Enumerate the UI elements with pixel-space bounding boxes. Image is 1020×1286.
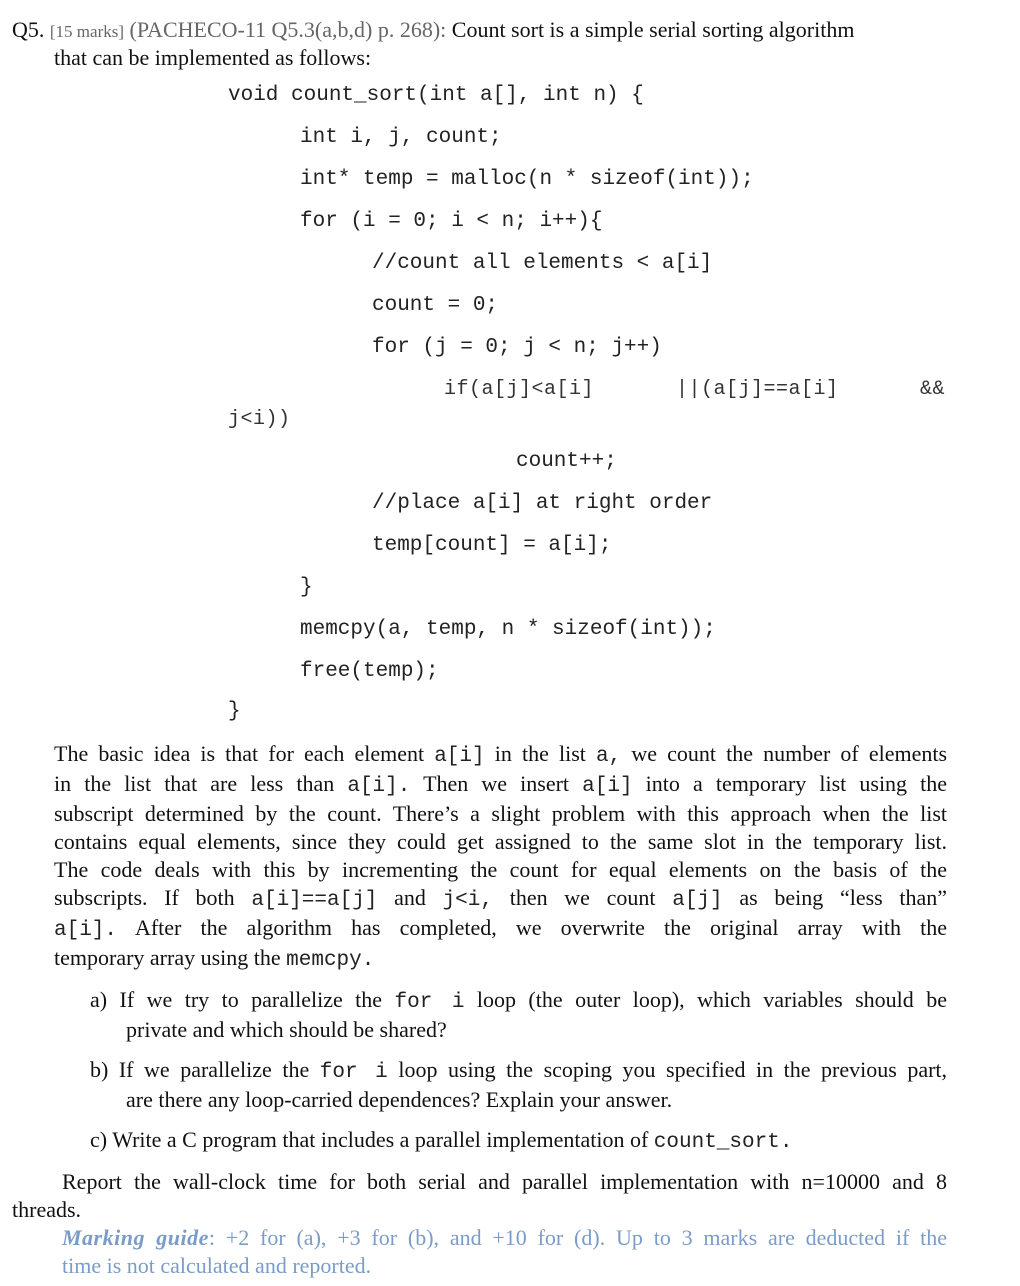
code-line: for (i = 0; i < n; i++){ — [300, 210, 603, 233]
marking-guide: Marking guide: +2 for (a), +3 for (b), and +10 for (d). Up to 3 marks are deducted if the — [62, 1225, 947, 1250]
code-line: count++; — [516, 450, 617, 473]
question-number: Q5. — [12, 17, 45, 42]
marking-guide-cont: time is not calculated and reported. — [62, 1253, 372, 1278]
code-line: void count_sort(int a[], int n) { — [228, 84, 644, 107]
paragraph-line: a[i]. After the algorithm has completed, we overwrite the original array with the — [54, 915, 947, 942]
code-line: && — [920, 378, 946, 401]
intro-line-2: that can be implemented as follows: — [54, 45, 372, 70]
code-comment: //count all elements < a[i] — [372, 252, 713, 275]
code-comment: //place a[i] at right order — [372, 492, 713, 515]
code-line: temp[count] = a[i]; — [372, 534, 612, 557]
code-line: memcpy(a, temp, n * sizeof(int)); — [300, 618, 716, 641]
code-line: for (j = 0; j < n; j++) — [372, 336, 662, 359]
question-b-cont: are there any loop-carried dependences? Explain your answer. — [126, 1087, 673, 1112]
question-a-cont: private and which should be shared? — [126, 1017, 447, 1042]
marks-label: [15 marks] — [49, 22, 125, 41]
report-instruction: Report the wall-clock time for both serial and parallel implementation with n=10000 and 8 — [62, 1169, 947, 1194]
code-line: j<i)) — [228, 408, 291, 431]
intro-line-1: Count sort is a simple serial sorting algorithm — [451, 17, 855, 42]
code-line: int* temp = malloc(n * sizeof(int)); — [300, 168, 754, 191]
paragraph-line: temporary array using the memcpy. — [54, 945, 375, 972]
question-b: b) If we parallelize the for i loop using the scoping you specified in the previous part, — [90, 1057, 948, 1084]
code-line: } — [228, 700, 241, 723]
code-line: int i, j, count; — [300, 126, 502, 149]
paragraph-line: subscripts. If both a[i]==a[j] and j<i, then we count a[j] as being “less than” — [54, 885, 948, 912]
code-line: ||(a[j]==a[i] — [676, 378, 839, 401]
question-a: a) If we try to parallelize the for i loop (the outer loop), which variables should be — [90, 987, 947, 1014]
code-line: } — [300, 576, 313, 599]
paragraph-line: contains equal elements, since they could get assigned to the same slot in the temporary list. — [54, 829, 947, 854]
code-line: count = 0; — [372, 294, 499, 317]
code-line: free(temp); — [300, 660, 439, 683]
question-header — [12, 16, 854, 46]
code-line: if(a[j]<a[i] — [444, 378, 595, 401]
paragraph-line: The code deals with this by incrementing the count for equal elements on the basis of the — [54, 857, 947, 882]
paragraph-line: in the list that are less than a[i]. Then we insert a[i] into a temporary list using the — [54, 771, 948, 798]
paragraph-line: subscript determined by the count. There’s a slight problem with this approach when the list — [54, 801, 947, 826]
reference-label: (PACHECO-11 Q5.3(a,b,d) p. 268): — [129, 17, 447, 42]
paragraph-line: The basic idea is that for each element a[i] in the list a, we count the number of elements — [54, 741, 948, 768]
question-c: c) Write a C program that includes a parallel implementation of count_sort. — [90, 1127, 793, 1154]
marking-guide-label: Marking guide — [62, 1225, 209, 1250]
report-instruction-cont: threads. — [12, 1197, 82, 1222]
